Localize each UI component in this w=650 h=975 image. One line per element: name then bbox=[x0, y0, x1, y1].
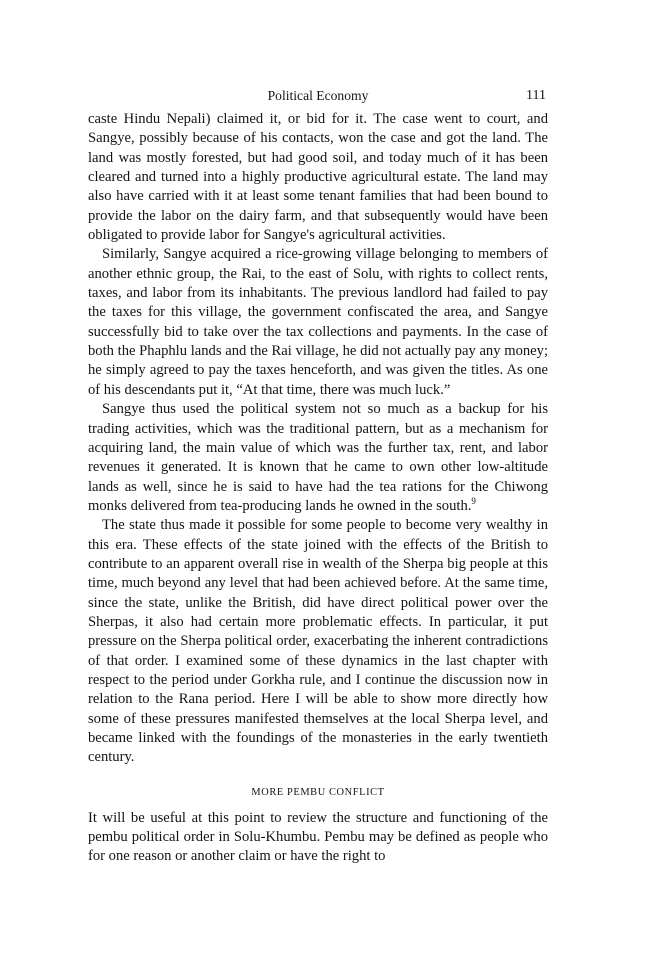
footnote-marker: 9 bbox=[471, 496, 476, 507]
running-head bbox=[88, 86, 548, 107]
paragraph-3-text: Sangye thus used the political system not so much as a backup for his trading activities, which was the traditional pattern, but as a mechanism for acquiring land, the main value of which was the further tax, rent, and labor revenues it generated. It is known that he came to own other low-altitude lands as well, since he is said to have had the tea rations for the Chiwong monks delivered from tea-producing lands he owned in the south. bbox=[88, 401, 548, 514]
paragraph-2: Similarly, Sangye acquired a rice-growing village belonging to members of another ethnic group, the Rai, to the east of Solu, with rights to collect rents, taxes, and labor from its inhabitants. The previous landlord had failed to pay the taxes for this village, the government confiscated the area, and Sangye successfully bid to take over the tax collections and payments. In the case of both the Phaphlu lands and the Rai village, he did not actually pay any money; he simply agreed to pay the taxes henceforth, and was given the titles. As one of his descendants put it, “At that time, there was much luck.” bbox=[88, 246, 548, 398]
paragraph-3 bbox=[88, 400, 548, 516]
book-page bbox=[88, 86, 548, 867]
paragraph-5: It will be useful at this point to review the structure and functioning of the pembu political order in Solu-Khumbu. Pembu may be defined as people who for one reason or another claim or have the right to bbox=[88, 809, 548, 865]
section-heading: MORE PEMBU CONFLICT bbox=[251, 786, 385, 798]
running-head-title: Political Economy bbox=[267, 88, 369, 103]
paragraph-4: The state thus made it possible for some people to become very wealthy in this era. These effects of the state joined with the effects of the British to contribute to an apparent overall rise in wealth of the Sherpa big people at this time, much beyond any level that had been achieved before. At the same time, since the state, unlike the British, did have direct political power over the Sherpas, it also had certain more problematic effects. In particular, it put pressure on the Sherpa political order, exacerbating the inherent contradictions of that order. I examined some of these dynamics in the last chapter with respect to the period under Gorkha rule, and I continue the discussion now in relation to the Rana period. Here I will be able to show more directly how some of these pressures manifested themselves at the local Sherpa level, and became linked with the foundings of the monasteries in the early twentieth century. bbox=[88, 517, 548, 766]
page-number: 111 bbox=[526, 88, 546, 103]
paragraph-1: caste Hindu Nepali) claimed it, or bid for it. The case went to court, and Sangye, possibly because of his contacts, won the case and got the land. The land was mostly forested, but had good soil, and today much of it has been cleared and turned into a highly productive agricultural estate. The land may also have carried with it at least some tenant families that had been bound to provide the labor on the dairy farm, and that subsequently would have been obligated to provide labor for Sangye's agricultural activities. bbox=[88, 111, 548, 244]
